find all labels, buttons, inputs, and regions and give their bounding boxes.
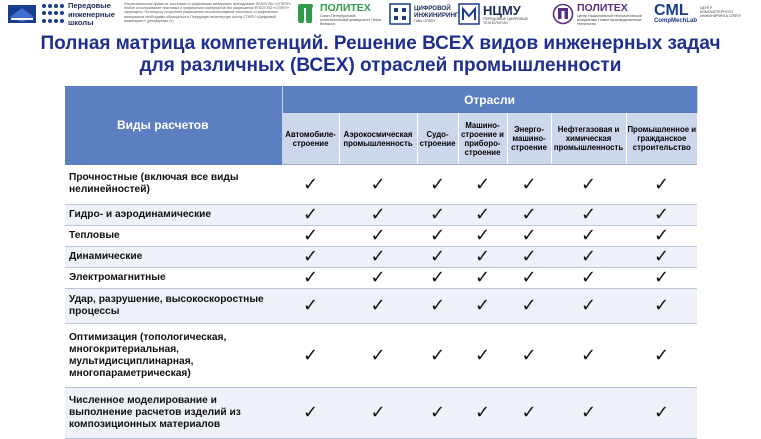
check-mark-icon: ✓ [626,226,697,247]
header-bar [0,0,761,30]
table-row [65,247,697,268]
check-mark-icon: ✓ [282,205,339,226]
calculation-types-header: Виды расчетов [65,86,282,165]
cml-subtitle: ЦЕНТР КОМПЬЮТЕРНОГО ИНЖИНИРИНГА СПбПУ [700,6,742,18]
check-mark-icon: ✓ [282,247,339,268]
check-mark-icon: ✓ [339,324,417,388]
slide-title [0,33,761,77]
industry-header-construction: Промышленное и гражданское строительство [626,113,697,165]
check-mark-icon: ✓ [339,247,417,268]
check-mark-icon: ✓ [551,165,626,205]
politech-title: ПОЛИТЕХ [320,1,371,14]
row-label: Гидро- и аэродинамические [65,205,282,226]
check-mark-icon: ✓ [507,205,551,226]
check-mark-icon: ✓ [626,289,697,324]
slide-title-line-2: для различных (ВСЕХ) отраслей промышленности [139,55,622,76]
check-mark-icon: ✓ [417,289,458,324]
digital-engineering-subtitle: ПИШ СПбПУ [414,19,436,23]
table-row [65,268,697,289]
row-label: Прочностные (включая все виды нелинейностей) [65,165,282,205]
check-mark-icon: ✓ [282,324,339,388]
check-mark-icon: ✓ [551,226,626,247]
check-mark-icon: ✓ [551,324,626,388]
check-mark-icon: ✓ [507,289,551,324]
cml-brand: CompMechLab [654,18,698,24]
check-mark-icon: ✓ [417,205,458,226]
cml-title: CML [654,2,689,19]
table-row [65,205,697,226]
check-mark-icon: ✓ [507,268,551,289]
industry-header-shipbuilding: Судо-строение [417,113,458,165]
check-mark-icon: ✓ [282,268,339,289]
check-mark-icon: ✓ [417,268,458,289]
check-mark-icon: ✓ [507,226,551,247]
check-mark-icon: ✓ [282,226,339,247]
check-mark-icon: ✓ [417,247,458,268]
row-label: Оптимизация (топологическая, многокритериальная, мультидисциплинарная, многопараметрическая) [65,324,282,388]
check-mark-icon: ✓ [458,247,507,268]
check-mark-icon: ✓ [507,247,551,268]
check-mark-icon: ✓ [626,324,697,388]
politech-subtitle: Санкт-Петербургский политехнический университет Петра Великого [320,13,382,26]
check-mark-icon: ✓ [339,388,417,439]
check-mark-icon: ✓ [458,289,507,324]
industry-header-aerospace: Аэрокосмическая промышленность [339,113,417,165]
check-mark-icon: ✓ [626,165,697,205]
cml-logo [654,2,758,26]
check-mark-icon: ✓ [339,205,417,226]
check-mark-icon: ✓ [339,289,417,324]
politech-nti-subtitle: Центр Национальной технологической инициативы Новые производственные технологии [577,13,642,26]
row-label: Удар, разрушение, высокоскоростные процессы [65,289,282,324]
digital-engineering-logo [389,2,459,26]
ncmu-mark-icon [458,3,480,25]
check-mark-icon: ✓ [626,205,697,226]
check-mark-icon: ✓ [551,205,626,226]
ncmu-subtitle: ПЕРЕДОВЫЕ ЦИФРОВЫЕ ТЕХНОЛОГИИ [483,16,529,25]
check-mark-icon: ✓ [458,165,507,205]
ps-school-name: Передовые инженерные школы [68,1,115,27]
industry-header-machine-building: Машино-строение и приборо-строение [458,113,507,165]
table-row [65,388,697,439]
table-header-row [65,86,697,113]
politech-mark-icon [297,3,317,25]
digital-engineering-mark-icon [389,3,411,25]
check-mark-icon: ✓ [339,165,417,205]
dots-pattern-icon [42,4,64,24]
ncmu-logo [458,2,546,26]
check-mark-icon: ✓ [551,289,626,324]
table-row [65,289,697,324]
ncmu-title: НЦМУ [483,2,521,18]
check-mark-icon: ✓ [339,268,417,289]
table-row [65,324,697,388]
check-mark-icon: ✓ [458,226,507,247]
check-mark-icon: ✓ [417,388,458,439]
row-label: Численное моделирование и выполнение расчетов изделий из композиционных материалов [65,388,282,439]
politech-nti-title: ПОЛИТЕХ [577,1,628,14]
check-mark-icon: ✓ [339,226,417,247]
check-mark-icon: ✓ [551,247,626,268]
industries-group-header: Отрасли [282,86,697,113]
check-mark-icon: ✓ [458,388,507,439]
industry-header-oil-gas: Нефтегазовая и химическая промышленность [551,113,626,165]
industry-header-power-engineering: Энерго-машино-строение [507,113,551,165]
check-mark-icon: ✓ [626,268,697,289]
check-mark-icon: ✓ [626,247,697,268]
check-mark-icon: ✓ [282,289,339,324]
check-mark-icon: ✓ [626,388,697,439]
check-mark-icon: ✓ [458,268,507,289]
row-label: Тепловые [65,226,282,247]
table-row [65,226,697,247]
check-mark-icon: ✓ [417,324,458,388]
check-mark-icon: ✓ [551,388,626,439]
politech-logo [297,2,385,26]
row-label: Динамические [65,247,282,268]
check-mark-icon: ✓ [282,165,339,205]
check-mark-icon: ✓ [282,388,339,439]
check-mark-icon: ✓ [507,324,551,388]
digital-engineering-title: ЦИФРОВОЙ ИНЖИНИРИНГ [414,5,459,19]
check-mark-icon: ✓ [458,205,507,226]
check-mark-icon: ✓ [507,388,551,439]
politech-nti-logo [552,2,650,26]
table-row [65,165,697,205]
check-mark-icon: ✓ [417,165,458,205]
copyright-disclaimer: Исключительные права на текстовые и графические материалы принадлежат ФГАОУ ВО «СПбПУ». Любое использование текстовых и графических материалов без разрешения ФГАОУ ВО «СПбПУ» запрещено. По вопросу получения разрешения на использование текстовых и графических материалов необходимо обращаться в Передовую инженерную школу СПбПУ «Цифровой инжиниринг» (peir@spbstu.ru) [124,2,292,23]
competence-matrix-table [65,86,698,439]
check-mark-icon: ✓ [507,165,551,205]
check-mark-icon: ✓ [417,226,458,247]
politech-nti-mark-icon [552,3,574,25]
check-mark-icon: ✓ [458,324,507,388]
row-label: Электромагнитные [65,268,282,289]
industry-header-automotive: Автомобиле-строение [282,113,339,165]
check-mark-icon: ✓ [551,268,626,289]
ps-logo-icon [6,3,38,25]
table-body [65,165,697,439]
slide-title-line-1: Полная матрица компетенций. Решение ВСЕХ видов инженерных задач [40,33,721,54]
